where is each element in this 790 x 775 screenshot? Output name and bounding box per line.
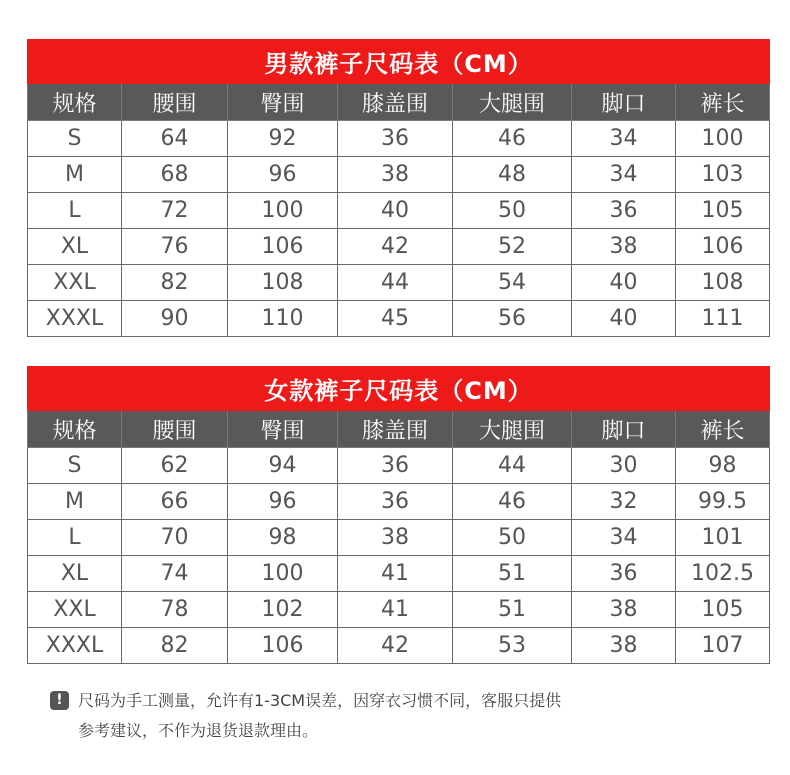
- column-header-leg-opening: 脚口: [572, 411, 676, 448]
- table-cell: 53: [453, 628, 572, 664]
- table-row: [28, 193, 770, 229]
- table-row: [28, 592, 770, 628]
- table-cell: L: [28, 520, 122, 556]
- column-header-length: 裤长: [676, 84, 770, 121]
- table-cell: 48: [453, 157, 572, 193]
- table-cell: 42: [338, 628, 453, 664]
- table-cell: 68: [122, 157, 228, 193]
- column-header-thigh: 大腿围: [453, 84, 572, 121]
- table-cell: 111: [676, 301, 770, 337]
- column-header-waist: 腰围: [122, 411, 228, 448]
- table-cell: 82: [122, 628, 228, 664]
- men-table-header-row: [28, 84, 770, 121]
- table-row: [28, 121, 770, 157]
- table-cell: 66: [122, 484, 228, 520]
- table-row: [28, 520, 770, 556]
- table-cell: 34: [572, 121, 676, 157]
- table-cell: 82: [122, 265, 228, 301]
- table-cell: 54: [453, 265, 572, 301]
- column-header-waist: 腰围: [122, 84, 228, 121]
- table-cell: 34: [572, 157, 676, 193]
- exclamation-icon: !: [50, 691, 69, 710]
- note-line-2: 参考建议，不作为退货退款理由。: [78, 721, 319, 740]
- table-cell: 51: [453, 592, 572, 628]
- table-cell: 64: [122, 121, 228, 157]
- table-cell: 103: [676, 157, 770, 193]
- table-cell: M: [28, 157, 122, 193]
- table-cell: 41: [338, 592, 453, 628]
- table-cell: 105: [676, 193, 770, 229]
- table-cell: 99.5: [676, 484, 770, 520]
- table-cell: 108: [228, 265, 338, 301]
- men-size-table: [27, 39, 770, 337]
- table-cell: 44: [338, 265, 453, 301]
- table-cell: 78: [122, 592, 228, 628]
- table-cell: 100: [228, 193, 338, 229]
- table-cell: 46: [453, 121, 572, 157]
- table-cell: 38: [572, 628, 676, 664]
- table-cell: 100: [676, 121, 770, 157]
- table-cell: 101: [676, 520, 770, 556]
- women-table-header-row: [28, 411, 770, 448]
- table-row: [28, 556, 770, 592]
- table-cell: 50: [453, 520, 572, 556]
- men-table-title: 男款裤子尺码表（CM）: [28, 40, 770, 84]
- table-cell: M: [28, 484, 122, 520]
- table-cell: 46: [453, 484, 572, 520]
- column-header-hip: 臀围: [228, 84, 338, 121]
- table-row: [28, 229, 770, 265]
- table-cell: 94: [228, 448, 338, 484]
- table-cell: 96: [228, 484, 338, 520]
- table-cell: 62: [122, 448, 228, 484]
- table-cell: 34: [572, 520, 676, 556]
- table-cell: 96: [228, 157, 338, 193]
- table-cell: S: [28, 121, 122, 157]
- table-cell: 107: [676, 628, 770, 664]
- table-cell: XXXL: [28, 628, 122, 664]
- table-cell: 40: [572, 265, 676, 301]
- table-cell: 102.5: [676, 556, 770, 592]
- table-cell: 38: [338, 157, 453, 193]
- table-cell: 51: [453, 556, 572, 592]
- table-cell: 32: [572, 484, 676, 520]
- table-cell: 106: [228, 628, 338, 664]
- table-cell: 41: [338, 556, 453, 592]
- table-cell: XXL: [28, 265, 122, 301]
- column-header-size: 规格: [28, 84, 122, 121]
- column-header-length: 裤长: [676, 411, 770, 448]
- note-line-1: 尺码为手工测量，允许有1-3CM误差，因穿衣习惯不同，客服只提供: [78, 691, 562, 710]
- table-cell: 76: [122, 229, 228, 265]
- table-row: [28, 301, 770, 337]
- table-cell: 50: [453, 193, 572, 229]
- table-cell: 74: [122, 556, 228, 592]
- table-cell: 56: [453, 301, 572, 337]
- table-cell: 106: [228, 229, 338, 265]
- table-cell: 106: [676, 229, 770, 265]
- table-cell: 36: [338, 448, 453, 484]
- table-cell: L: [28, 193, 122, 229]
- table-cell: 44: [453, 448, 572, 484]
- table-cell: 70: [122, 520, 228, 556]
- column-header-knee: 膝盖围: [338, 84, 453, 121]
- table-row: [28, 448, 770, 484]
- table-row: [28, 628, 770, 664]
- men-table-title-row: [28, 40, 770, 84]
- table-cell: 90: [122, 301, 228, 337]
- table-row: [28, 265, 770, 301]
- table-cell: 40: [572, 301, 676, 337]
- table-cell: 72: [122, 193, 228, 229]
- table-cell: XL: [28, 229, 122, 265]
- table-cell: 92: [228, 121, 338, 157]
- table-cell: 36: [572, 193, 676, 229]
- table-cell: 98: [228, 520, 338, 556]
- table-cell: 102: [228, 592, 338, 628]
- table-cell: 105: [676, 592, 770, 628]
- table-cell: 45: [338, 301, 453, 337]
- table-cell: XL: [28, 556, 122, 592]
- table-cell: 38: [572, 229, 676, 265]
- column-header-thigh: 大腿围: [453, 411, 572, 448]
- table-cell: 36: [572, 556, 676, 592]
- women-table-title: 女款裤子尺码表（CM）: [28, 367, 770, 411]
- table-cell: 42: [338, 229, 453, 265]
- table-cell: XXXL: [28, 301, 122, 337]
- table-cell: 30: [572, 448, 676, 484]
- column-header-leg-opening: 脚口: [572, 84, 676, 121]
- table-cell: 36: [338, 121, 453, 157]
- women-size-table: [27, 366, 770, 664]
- table-cell: 110: [228, 301, 338, 337]
- table-cell: 98: [676, 448, 770, 484]
- column-header-size: 规格: [28, 411, 122, 448]
- table-cell: XXL: [28, 592, 122, 628]
- table-row: [28, 157, 770, 193]
- table-cell: 38: [572, 592, 676, 628]
- table-cell: 108: [676, 265, 770, 301]
- table-cell: 38: [338, 520, 453, 556]
- table-cell: 36: [338, 484, 453, 520]
- table-cell: 52: [453, 229, 572, 265]
- table-cell: 100: [228, 556, 338, 592]
- column-header-hip: 臀围: [228, 411, 338, 448]
- column-header-knee: 膝盖围: [338, 411, 453, 448]
- women-table-title-row: [28, 367, 770, 411]
- table-row: [28, 484, 770, 520]
- table-cell: 40: [338, 193, 453, 229]
- table-cell: S: [28, 448, 122, 484]
